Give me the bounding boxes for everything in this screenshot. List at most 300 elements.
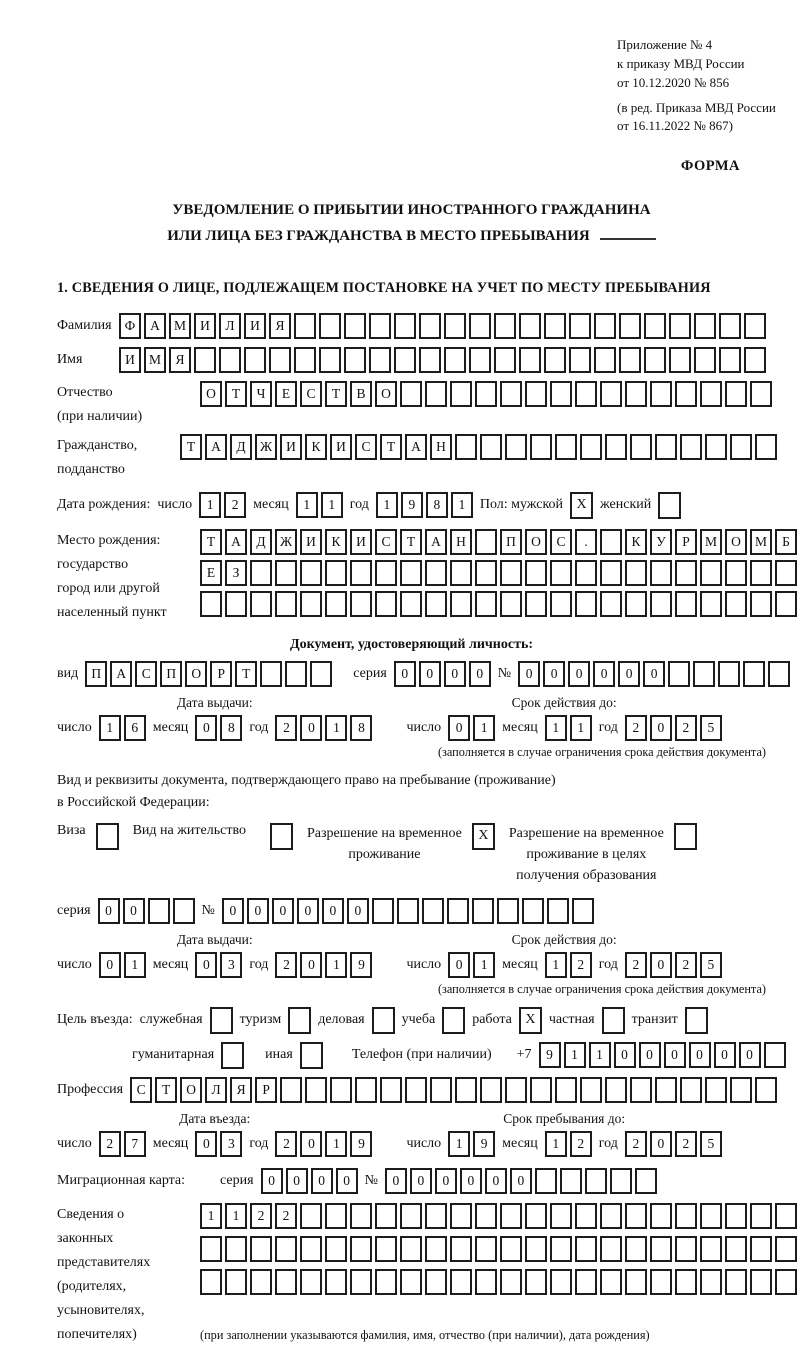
char-box[interactable]: 1 bbox=[564, 1042, 586, 1068]
char-box[interactable] bbox=[475, 1236, 497, 1262]
char-box[interactable]: 0 bbox=[247, 898, 269, 924]
char-box[interactable] bbox=[500, 1203, 522, 1229]
char-box[interactable]: Н bbox=[430, 434, 452, 460]
char-box[interactable] bbox=[650, 381, 672, 407]
char-box[interactable] bbox=[600, 591, 622, 617]
char-box[interactable]: 0 bbox=[311, 1168, 333, 1194]
char-box[interactable]: 0 bbox=[650, 715, 672, 741]
char-box[interactable]: О bbox=[725, 529, 747, 555]
char-box[interactable] bbox=[500, 381, 522, 407]
char-box[interactable]: 0 bbox=[518, 661, 540, 687]
char-box[interactable] bbox=[350, 1236, 372, 1262]
char-box[interactable]: И bbox=[194, 313, 216, 339]
char-box[interactable]: У bbox=[650, 529, 672, 555]
char-box[interactable] bbox=[575, 1236, 597, 1262]
char-box[interactable]: 0 bbox=[469, 661, 491, 687]
char-box[interactable]: 2 bbox=[250, 1203, 272, 1229]
char-box[interactable]: 1 bbox=[199, 492, 221, 518]
char-box[interactable] bbox=[300, 1269, 322, 1295]
char-box[interactable] bbox=[605, 434, 627, 460]
purpose-commercial-checkbox[interactable] bbox=[372, 1007, 395, 1034]
char-box[interactable]: 9 bbox=[350, 1131, 372, 1157]
sex-female-checkbox[interactable] bbox=[658, 492, 681, 519]
char-box[interactable] bbox=[650, 591, 672, 617]
char-box[interactable]: 2 bbox=[625, 715, 647, 741]
char-box[interactable]: Т bbox=[225, 381, 247, 407]
char-box[interactable] bbox=[575, 381, 597, 407]
char-box[interactable] bbox=[425, 1269, 447, 1295]
char-box[interactable] bbox=[480, 1077, 502, 1103]
char-box[interactable]: 5 bbox=[700, 1131, 722, 1157]
char-box[interactable]: 0 bbox=[650, 1131, 672, 1157]
char-box[interactable] bbox=[650, 1236, 672, 1262]
char-box[interactable] bbox=[200, 591, 222, 617]
char-box[interactable]: З bbox=[225, 560, 247, 586]
char-box[interactable] bbox=[300, 1236, 322, 1262]
char-box[interactable] bbox=[500, 560, 522, 586]
char-box[interactable] bbox=[625, 1236, 647, 1262]
char-box[interactable] bbox=[319, 313, 341, 339]
char-box[interactable] bbox=[148, 898, 170, 924]
char-box[interactable] bbox=[669, 347, 691, 373]
char-box[interactable]: 2 bbox=[625, 952, 647, 978]
char-box[interactable] bbox=[250, 1236, 272, 1262]
char-box[interactable] bbox=[325, 1236, 347, 1262]
char-box[interactable] bbox=[400, 1269, 422, 1295]
char-box[interactable]: 0 bbox=[448, 952, 470, 978]
char-box[interactable]: 0 bbox=[460, 1168, 482, 1194]
char-box[interactable] bbox=[344, 313, 366, 339]
char-box[interactable] bbox=[475, 560, 497, 586]
char-box[interactable] bbox=[630, 434, 652, 460]
char-box[interactable] bbox=[550, 591, 572, 617]
char-box[interactable]: 7 bbox=[124, 1131, 146, 1157]
char-box[interactable] bbox=[475, 591, 497, 617]
char-box[interactable] bbox=[325, 1269, 347, 1295]
char-box[interactable] bbox=[400, 381, 422, 407]
char-box[interactable] bbox=[250, 591, 272, 617]
char-box[interactable] bbox=[450, 1203, 472, 1229]
char-box[interactable]: П bbox=[160, 661, 182, 687]
char-box[interactable] bbox=[350, 1269, 372, 1295]
char-box[interactable]: В bbox=[350, 381, 372, 407]
char-box[interactable]: 0 bbox=[510, 1168, 532, 1194]
char-box[interactable]: 2 bbox=[625, 1131, 647, 1157]
char-box[interactable] bbox=[330, 1077, 352, 1103]
char-box[interactable]: 0 bbox=[639, 1042, 661, 1068]
char-box[interactable] bbox=[725, 381, 747, 407]
char-box[interactable]: 1 bbox=[296, 492, 318, 518]
char-box[interactable]: Е bbox=[200, 560, 222, 586]
char-box[interactable] bbox=[375, 560, 397, 586]
visa-checkbox[interactable] bbox=[96, 823, 119, 850]
purpose-study-checkbox[interactable] bbox=[442, 1007, 465, 1034]
char-box[interactable] bbox=[472, 898, 494, 924]
char-box[interactable] bbox=[300, 591, 322, 617]
char-box[interactable] bbox=[480, 434, 502, 460]
char-box[interactable]: Б bbox=[775, 529, 797, 555]
char-box[interactable] bbox=[575, 1269, 597, 1295]
char-box[interactable]: 1 bbox=[545, 1131, 567, 1157]
char-box[interactable] bbox=[569, 347, 591, 373]
char-box[interactable] bbox=[750, 381, 772, 407]
char-box[interactable] bbox=[750, 560, 772, 586]
char-box[interactable]: 0 bbox=[195, 1131, 217, 1157]
char-box[interactable]: С bbox=[135, 661, 157, 687]
char-box[interactable] bbox=[525, 591, 547, 617]
char-box[interactable]: О bbox=[375, 381, 397, 407]
char-box[interactable]: М bbox=[750, 529, 772, 555]
char-box[interactable] bbox=[768, 661, 790, 687]
char-box[interactable] bbox=[600, 1203, 622, 1229]
char-box[interactable] bbox=[719, 347, 741, 373]
char-box[interactable] bbox=[325, 1203, 347, 1229]
char-box[interactable]: Ф bbox=[119, 313, 141, 339]
char-box[interactable] bbox=[275, 1236, 297, 1262]
char-box[interactable] bbox=[500, 591, 522, 617]
char-box[interactable] bbox=[450, 591, 472, 617]
char-box[interactable] bbox=[594, 347, 616, 373]
char-box[interactable] bbox=[600, 560, 622, 586]
char-box[interactable] bbox=[350, 1203, 372, 1229]
char-box[interactable] bbox=[675, 1236, 697, 1262]
char-box[interactable] bbox=[419, 313, 441, 339]
char-box[interactable]: 2 bbox=[275, 715, 297, 741]
char-box[interactable]: О bbox=[200, 381, 222, 407]
char-box[interactable]: 0 bbox=[336, 1168, 358, 1194]
char-box[interactable] bbox=[173, 898, 195, 924]
char-box[interactable]: 1 bbox=[325, 952, 347, 978]
char-box[interactable] bbox=[425, 1236, 447, 1262]
char-box[interactable] bbox=[575, 560, 597, 586]
char-box[interactable]: Ж bbox=[255, 434, 277, 460]
char-box[interactable] bbox=[700, 591, 722, 617]
char-box[interactable]: 1 bbox=[570, 715, 592, 741]
char-box[interactable]: 0 bbox=[593, 661, 615, 687]
char-box[interactable]: 0 bbox=[650, 952, 672, 978]
char-box[interactable]: 9 bbox=[539, 1042, 561, 1068]
char-box[interactable] bbox=[525, 560, 547, 586]
char-box[interactable] bbox=[630, 1077, 652, 1103]
char-box[interactable] bbox=[444, 313, 466, 339]
char-box[interactable] bbox=[650, 1269, 672, 1295]
char-box[interactable] bbox=[372, 898, 394, 924]
char-box[interactable]: С bbox=[355, 434, 377, 460]
char-box[interactable]: С bbox=[130, 1077, 152, 1103]
char-box[interactable] bbox=[310, 661, 332, 687]
char-box[interactable]: К bbox=[305, 434, 327, 460]
char-box[interactable] bbox=[525, 1269, 547, 1295]
char-box[interactable] bbox=[325, 591, 347, 617]
char-box[interactable] bbox=[494, 347, 516, 373]
char-box[interactable]: А bbox=[405, 434, 427, 460]
char-box[interactable]: А bbox=[425, 529, 447, 555]
char-box[interactable] bbox=[775, 560, 797, 586]
char-box[interactable]: С bbox=[550, 529, 572, 555]
char-box[interactable]: 2 bbox=[570, 952, 592, 978]
char-box[interactable]: Д bbox=[230, 434, 252, 460]
char-box[interactable] bbox=[725, 1203, 747, 1229]
char-box[interactable] bbox=[719, 313, 741, 339]
char-box[interactable] bbox=[519, 347, 541, 373]
char-box[interactable]: 1 bbox=[325, 715, 347, 741]
char-box[interactable]: 2 bbox=[275, 1131, 297, 1157]
char-box[interactable] bbox=[750, 1236, 772, 1262]
char-box[interactable]: . bbox=[575, 529, 597, 555]
char-box[interactable] bbox=[375, 1236, 397, 1262]
char-box[interactable]: 2 bbox=[99, 1131, 121, 1157]
char-box[interactable]: 0 bbox=[98, 898, 120, 924]
char-box[interactable]: Л bbox=[219, 313, 241, 339]
purpose-humanitarian-checkbox[interactable] bbox=[221, 1042, 244, 1069]
char-box[interactable] bbox=[569, 313, 591, 339]
char-box[interactable]: 0 bbox=[435, 1168, 457, 1194]
char-box[interactable] bbox=[475, 381, 497, 407]
char-box[interactable] bbox=[394, 313, 416, 339]
char-box[interactable]: 1 bbox=[545, 715, 567, 741]
char-box[interactable] bbox=[394, 347, 416, 373]
char-box[interactable] bbox=[275, 1269, 297, 1295]
char-box[interactable]: 0 bbox=[448, 715, 470, 741]
char-box[interactable]: 1 bbox=[99, 715, 121, 741]
char-box[interactable] bbox=[600, 1269, 622, 1295]
char-box[interactable] bbox=[250, 560, 272, 586]
char-box[interactable] bbox=[269, 347, 291, 373]
char-box[interactable] bbox=[693, 661, 715, 687]
char-box[interactable]: С bbox=[375, 529, 397, 555]
temp-residence-checkbox[interactable]: X bbox=[472, 823, 495, 850]
char-box[interactable] bbox=[525, 1236, 547, 1262]
edu-residence-checkbox[interactable] bbox=[674, 823, 697, 850]
char-box[interactable] bbox=[600, 529, 622, 555]
char-box[interactable] bbox=[375, 591, 397, 617]
char-box[interactable]: Т bbox=[200, 529, 222, 555]
char-box[interactable]: И bbox=[119, 347, 141, 373]
char-box[interactable]: И bbox=[350, 529, 372, 555]
char-box[interactable] bbox=[625, 1269, 647, 1295]
char-box[interactable] bbox=[450, 1236, 472, 1262]
char-box[interactable] bbox=[544, 347, 566, 373]
char-box[interactable] bbox=[550, 381, 572, 407]
char-box[interactable]: 6 bbox=[124, 715, 146, 741]
char-box[interactable]: 8 bbox=[426, 492, 448, 518]
char-box[interactable] bbox=[419, 347, 441, 373]
char-box[interactable]: Л bbox=[205, 1077, 227, 1103]
char-box[interactable]: 0 bbox=[195, 952, 217, 978]
char-box[interactable]: Я bbox=[169, 347, 191, 373]
char-box[interactable] bbox=[225, 1269, 247, 1295]
char-box[interactable] bbox=[550, 1269, 572, 1295]
char-box[interactable] bbox=[764, 1042, 786, 1068]
char-box[interactable] bbox=[455, 1077, 477, 1103]
char-box[interactable] bbox=[275, 591, 297, 617]
char-box[interactable] bbox=[619, 347, 641, 373]
char-box[interactable] bbox=[750, 1203, 772, 1229]
char-box[interactable]: 0 bbox=[300, 952, 322, 978]
char-box[interactable] bbox=[497, 898, 519, 924]
residence-permit-checkbox[interactable] bbox=[270, 823, 293, 850]
char-box[interactable]: К bbox=[625, 529, 647, 555]
char-box[interactable]: 1 bbox=[451, 492, 473, 518]
char-box[interactable]: Т bbox=[235, 661, 257, 687]
char-box[interactable] bbox=[705, 1077, 727, 1103]
char-box[interactable]: 2 bbox=[224, 492, 246, 518]
char-box[interactable] bbox=[369, 313, 391, 339]
char-box[interactable]: Е bbox=[275, 381, 297, 407]
char-box[interactable]: Н bbox=[450, 529, 472, 555]
char-box[interactable] bbox=[200, 1236, 222, 1262]
char-box[interactable] bbox=[469, 347, 491, 373]
char-box[interactable] bbox=[422, 898, 444, 924]
char-box[interactable]: 9 bbox=[473, 1131, 495, 1157]
purpose-other-checkbox[interactable] bbox=[300, 1042, 323, 1069]
char-box[interactable] bbox=[755, 1077, 777, 1103]
char-box[interactable] bbox=[400, 1203, 422, 1229]
char-box[interactable] bbox=[725, 1269, 747, 1295]
char-box[interactable] bbox=[775, 1203, 797, 1229]
char-box[interactable] bbox=[555, 434, 577, 460]
char-box[interactable]: 1 bbox=[321, 492, 343, 518]
char-box[interactable]: 2 bbox=[275, 952, 297, 978]
char-box[interactable] bbox=[694, 347, 716, 373]
char-box[interactable] bbox=[600, 1236, 622, 1262]
char-box[interactable]: 0 bbox=[222, 898, 244, 924]
char-box[interactable] bbox=[405, 1077, 427, 1103]
char-box[interactable] bbox=[680, 434, 702, 460]
char-box[interactable] bbox=[605, 1077, 627, 1103]
char-box[interactable] bbox=[650, 1203, 672, 1229]
char-box[interactable] bbox=[200, 1269, 222, 1295]
sex-male-checkbox[interactable]: X bbox=[570, 492, 593, 519]
char-box[interactable] bbox=[260, 661, 282, 687]
char-box[interactable] bbox=[355, 1077, 377, 1103]
char-box[interactable]: Р bbox=[210, 661, 232, 687]
char-box[interactable] bbox=[444, 347, 466, 373]
char-box[interactable] bbox=[675, 1269, 697, 1295]
char-box[interactable]: О bbox=[180, 1077, 202, 1103]
char-box[interactable] bbox=[675, 560, 697, 586]
char-box[interactable] bbox=[675, 381, 697, 407]
char-box[interactable] bbox=[475, 1269, 497, 1295]
char-box[interactable]: Ж bbox=[275, 529, 297, 555]
char-box[interactable] bbox=[730, 1077, 752, 1103]
char-box[interactable]: 0 bbox=[347, 898, 369, 924]
char-box[interactable] bbox=[575, 591, 597, 617]
char-box[interactable] bbox=[547, 898, 569, 924]
char-box[interactable]: 2 bbox=[675, 715, 697, 741]
char-box[interactable]: Т bbox=[325, 381, 347, 407]
char-box[interactable] bbox=[775, 1269, 797, 1295]
char-box[interactable]: А bbox=[110, 661, 132, 687]
char-box[interactable]: 0 bbox=[300, 715, 322, 741]
char-box[interactable] bbox=[425, 1203, 447, 1229]
char-box[interactable]: Д bbox=[250, 529, 272, 555]
char-box[interactable] bbox=[275, 560, 297, 586]
char-box[interactable] bbox=[700, 560, 722, 586]
char-box[interactable] bbox=[705, 434, 727, 460]
char-box[interactable] bbox=[744, 313, 766, 339]
char-box[interactable] bbox=[650, 560, 672, 586]
char-box[interactable] bbox=[725, 560, 747, 586]
char-box[interactable]: О bbox=[525, 529, 547, 555]
char-box[interactable] bbox=[775, 591, 797, 617]
char-box[interactable] bbox=[669, 313, 691, 339]
char-box[interactable] bbox=[550, 560, 572, 586]
char-box[interactable] bbox=[325, 560, 347, 586]
char-box[interactable] bbox=[350, 591, 372, 617]
char-box[interactable]: 9 bbox=[350, 952, 372, 978]
char-box[interactable] bbox=[475, 529, 497, 555]
char-box[interactable] bbox=[375, 1269, 397, 1295]
char-box[interactable]: П bbox=[500, 529, 522, 555]
char-box[interactable] bbox=[680, 1077, 702, 1103]
char-box[interactable] bbox=[425, 591, 447, 617]
char-box[interactable] bbox=[505, 434, 527, 460]
char-box[interactable] bbox=[280, 1077, 302, 1103]
char-box[interactable]: И bbox=[280, 434, 302, 460]
char-box[interactable] bbox=[194, 347, 216, 373]
char-box[interactable] bbox=[550, 1236, 572, 1262]
char-box[interactable] bbox=[300, 1203, 322, 1229]
char-box[interactable] bbox=[450, 560, 472, 586]
char-box[interactable] bbox=[380, 1077, 402, 1103]
title-blank-line[interactable] bbox=[600, 226, 656, 240]
char-box[interactable] bbox=[519, 313, 541, 339]
char-box[interactable] bbox=[718, 661, 740, 687]
char-box[interactable] bbox=[755, 434, 777, 460]
char-box[interactable] bbox=[219, 347, 241, 373]
char-box[interactable]: И bbox=[330, 434, 352, 460]
char-box[interactable]: 0 bbox=[297, 898, 319, 924]
char-box[interactable] bbox=[694, 313, 716, 339]
char-box[interactable]: Я bbox=[269, 313, 291, 339]
char-box[interactable]: 2 bbox=[675, 1131, 697, 1157]
char-box[interactable] bbox=[530, 1077, 552, 1103]
char-box[interactable]: 0 bbox=[410, 1168, 432, 1194]
char-box[interactable] bbox=[610, 1168, 632, 1194]
char-box[interactable] bbox=[750, 1269, 772, 1295]
purpose-business-checkbox[interactable] bbox=[210, 1007, 233, 1034]
char-box[interactable] bbox=[700, 1236, 722, 1262]
char-box[interactable] bbox=[775, 1236, 797, 1262]
char-box[interactable]: Т bbox=[180, 434, 202, 460]
char-box[interactable] bbox=[635, 1168, 657, 1194]
char-box[interactable]: 1 bbox=[200, 1203, 222, 1229]
char-box[interactable]: 0 bbox=[99, 952, 121, 978]
char-box[interactable] bbox=[725, 591, 747, 617]
char-box[interactable]: 1 bbox=[124, 952, 146, 978]
char-box[interactable] bbox=[400, 560, 422, 586]
char-box[interactable] bbox=[369, 347, 391, 373]
char-box[interactable] bbox=[555, 1077, 577, 1103]
char-box[interactable]: Р bbox=[675, 529, 697, 555]
char-box[interactable]: 1 bbox=[545, 952, 567, 978]
char-box[interactable]: 5 bbox=[700, 715, 722, 741]
char-box[interactable]: 0 bbox=[394, 661, 416, 687]
char-box[interactable] bbox=[244, 347, 266, 373]
char-box[interactable] bbox=[450, 1269, 472, 1295]
char-box[interactable]: 0 bbox=[689, 1042, 711, 1068]
char-box[interactable] bbox=[250, 1269, 272, 1295]
char-box[interactable]: 0 bbox=[618, 661, 640, 687]
char-box[interactable] bbox=[344, 347, 366, 373]
char-box[interactable] bbox=[585, 1168, 607, 1194]
char-box[interactable]: 1 bbox=[225, 1203, 247, 1229]
char-box[interactable] bbox=[400, 591, 422, 617]
char-box[interactable] bbox=[469, 313, 491, 339]
char-box[interactable] bbox=[580, 434, 602, 460]
char-box[interactable] bbox=[625, 560, 647, 586]
